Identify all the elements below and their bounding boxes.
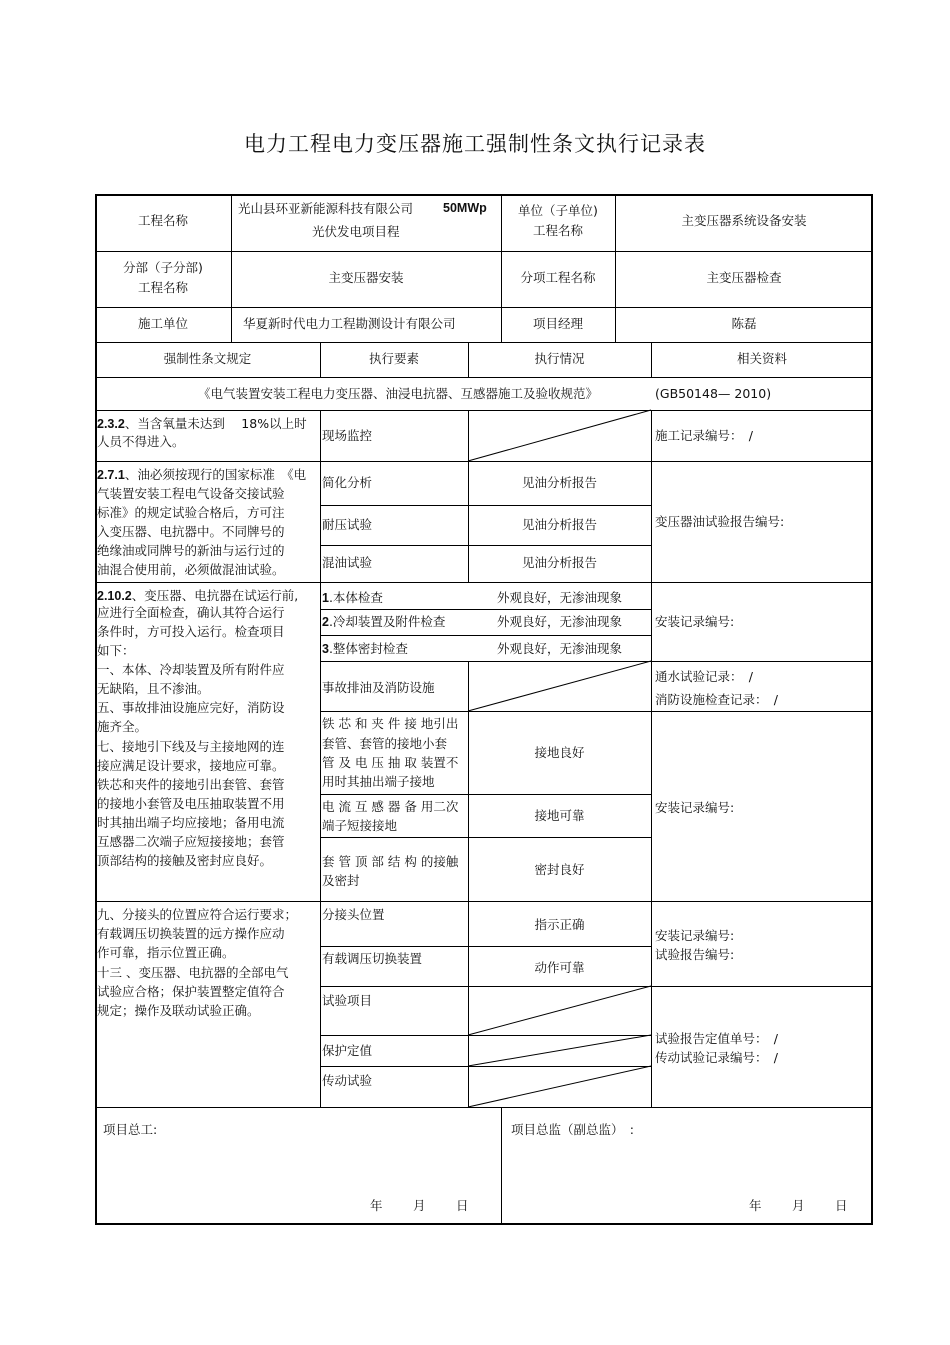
column-header: 相关资料 [736, 351, 787, 366]
clause-line: 铁芯和夹件的接地引出套管、套管 [97, 777, 285, 792]
element-cell: 3.整体密封检查 [322, 641, 408, 656]
record-cell: 试验报告定值单号： / [655, 1031, 778, 1046]
clause-line: 绝缘油或同牌号的新油与运行过的 [97, 543, 285, 558]
standard-code: (GB50148— 2010) [655, 386, 772, 401]
project-capacity: 50MWp [443, 201, 487, 215]
status-cell: 外观良好，无渗油现象 [496, 590, 622, 605]
status-cell: 外观良好，无渗油现象 [496, 641, 622, 656]
diagonal-slash [468, 986, 651, 1035]
element-cell: 端子短接接地 [322, 818, 398, 833]
element-cell: 电 流 互 感 器 备 用二次 [322, 799, 459, 814]
element-cell: 管 及 电 压 抽 取 装置不 [322, 755, 459, 770]
clause-number: 2.7.1 [97, 468, 125, 482]
element-cell: 事故排油及消防设施 [322, 680, 435, 695]
clause-line: 应进行全面检查，确认其符合运行 [97, 605, 285, 620]
contractor-label: 施工单位 [137, 316, 188, 331]
date-day: 日 [835, 1198, 848, 1213]
unit-label-line2: 工程名称 [532, 223, 583, 238]
clause-line: 标准》的规定试验合格后，方可注 [97, 505, 285, 520]
clause-line: 互感器二次端子应短接接地；套管 [97, 834, 285, 849]
manager-label: 项目经理 [532, 316, 583, 331]
clause-line: 条件时，方可投入运行。检查项目 [97, 624, 285, 639]
record-cell: 安装记录编号: [655, 928, 735, 943]
unit-label-line1: 单位（子单位) [518, 203, 598, 218]
clause-line: 接应满足设计要求，接地应可靠。 [97, 758, 285, 773]
signature-label-chief-supervisor: 项目总监（副总监） : [511, 1122, 634, 1137]
element-cell: 用时其抽出端子接地 [322, 774, 435, 789]
status-cell: 见油分析报告 [521, 517, 597, 532]
clause-line: 顶部结构的接触及密封应良好。 [97, 853, 273, 868]
record-cell: 变压器油试验报告编号: [655, 514, 785, 529]
standard-name: 《电气装置安装工程电力变压器、油浸电抗器、互感器施工及验收规范》 [198, 386, 599, 401]
record-cell: 通水试验记录： / [655, 669, 753, 684]
status-cell: 外观良好，无渗油现象 [496, 614, 622, 629]
clause-line: 九、分接头的位置应符合运行要求； [97, 907, 298, 922]
status-cell: 指示正确 [534, 917, 585, 932]
element-cell: 传动试验 [322, 1073, 373, 1088]
subitem-label: 分项工程名称 [520, 270, 596, 285]
status-cell: 见油分析报告 [521, 475, 597, 490]
element-cell: 分接头位置 [322, 907, 385, 922]
clause-line: 2.7.1、油必须按现行的国家标准 《电 [97, 467, 307, 482]
clause-line: 施齐全。 [97, 719, 148, 734]
clause-line: 时其抽出端子均应接地；备用电流 [97, 815, 285, 830]
clause-number: 2.10.2 [97, 589, 132, 603]
record-cell: 施工记录编号： / [655, 428, 753, 443]
element-cell: 套 管 顶 部 结 构 的接触 [322, 854, 459, 869]
clause-line: 如下： [97, 643, 135, 658]
column-header: 执行要素 [368, 351, 419, 366]
status-cell: 接地可靠 [534, 808, 585, 823]
clause-line: 五、事故排油设施应完好，消防设 [97, 700, 285, 715]
signature-label-chief-engineer: 项目总工: [103, 1122, 158, 1137]
division-label-line1: 分部（子分部) [123, 260, 203, 275]
date-day: 日 [456, 1198, 469, 1213]
status-cell: 密封良好 [534, 862, 585, 877]
element-cell: 耐压试验 [322, 517, 373, 532]
record-cell: 消防设施检查记录： / [655, 692, 778, 707]
element-cell: 现场监控 [322, 428, 373, 443]
unit-value: 主变压器系统设备安装 [681, 213, 807, 228]
clause-line: 试验应合格；保护装置整定值符合 [97, 984, 285, 999]
element-cell: 2.冷却装置及附件检查 [322, 614, 446, 629]
clause-line: 人员不得进入。 [97, 434, 185, 449]
division-label-line2: 工程名称 [137, 280, 188, 295]
record-cell: 传动试验记录编号： / [655, 1050, 778, 1065]
diagonal-slash [468, 1035, 651, 1066]
clause-number: 2.3.2 [97, 417, 125, 431]
clause-line: 油混合使用前，必须做混油试验。 [97, 562, 285, 577]
diagonal-slash [468, 410, 651, 461]
contractor-value: 华夏新时代电力工程勘测设计有限公司 [243, 316, 456, 331]
diagonal-slash [468, 1066, 651, 1107]
clause-line: 有载调压切换装置的远方操作应动 [97, 926, 285, 941]
clause-line: 十三 、变压器、电抗器的全部电气 [97, 965, 289, 980]
status-cell: 见油分析报告 [521, 555, 597, 570]
element-cell: 简化分析 [322, 475, 373, 490]
date-year: 年 [749, 1198, 762, 1213]
date-month: 月 [413, 1198, 426, 1213]
page-title: 电力工程电力变压器施工强制性条文执行记录表 [244, 132, 706, 156]
element-cell: 试验项目 [322, 993, 373, 1008]
status-cell: 动作可靠 [534, 960, 585, 975]
clause-line: 2.10.2、变压器、电抗器在试运行前, [97, 588, 299, 603]
clause-line: 气装置安装工程电气设备交接试验 [97, 486, 285, 501]
subitem-value: 主变压器检查 [706, 270, 782, 285]
element-cell: 铁 芯 和 夹 件 接 地引出 [322, 716, 459, 731]
diagonal-slash [468, 661, 651, 711]
clause-line: 的接地小套管及电压抽取装置不用 [97, 796, 285, 811]
project-name-line1: 光山县环亚新能源科技有限公司 [238, 201, 414, 216]
clause-line: 规定；操作及联动试验正确。 [97, 1003, 260, 1018]
element-cell: 1.本体检查 [322, 590, 383, 605]
element-cell: 混油试验 [322, 555, 373, 570]
clause-line: 七、接地引下线及与主接地网的连 [97, 739, 285, 754]
element-cell: 套管、套管的接地小套 [322, 736, 448, 751]
element-cell: 有载调压切换装置 [322, 951, 423, 966]
element-cell: 及密封 [322, 873, 360, 888]
project-name-line2: 光伏发电项目程 [312, 224, 400, 239]
clause-line: 2.3.2、当含氧量未达到 18%以上时 [97, 416, 307, 431]
manager-value: 陈磊 [731, 316, 757, 331]
clause-line: 无缺陷，且不渗油。 [97, 681, 210, 696]
record-cell: 安装记录编号: [655, 800, 735, 815]
clause-line: 一、本体、冷却装置及所有附件应 [97, 662, 285, 677]
clause-line: 作可靠，指示位置正确。 [97, 945, 235, 960]
status-cell: 接地良好 [534, 745, 585, 760]
record-cell: 试验报告编号: [655, 947, 735, 962]
division-value: 主变压器安装 [328, 270, 404, 285]
column-header: 强制性条文规定 [163, 351, 252, 366]
date-year: 年 [370, 1198, 383, 1213]
record-cell: 安装记录编号: [655, 614, 735, 629]
date-month: 月 [792, 1198, 805, 1213]
clause-line: 入变压器、电抗器中。不同牌号的 [97, 524, 285, 539]
column-header: 执行情况 [534, 351, 585, 366]
project-name-label: 工程名称 [137, 213, 188, 228]
element-cell: 保护定值 [322, 1043, 373, 1058]
